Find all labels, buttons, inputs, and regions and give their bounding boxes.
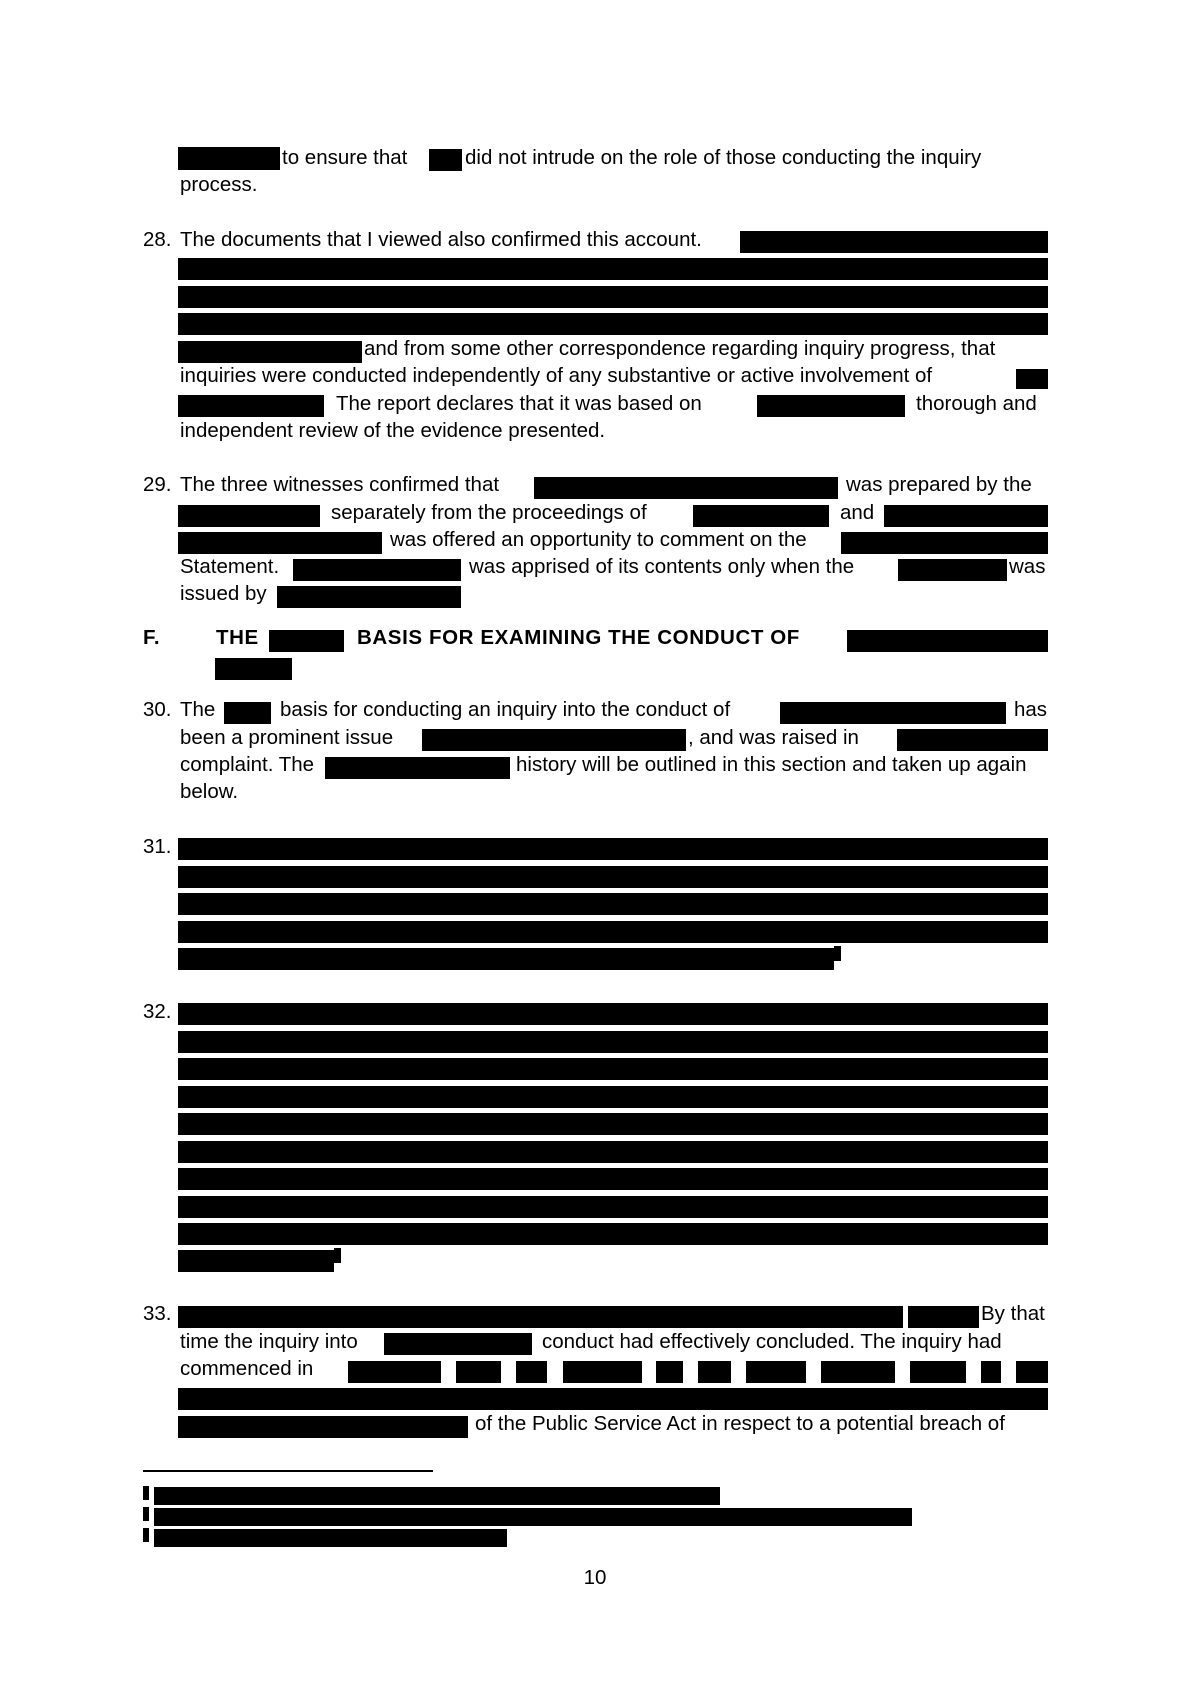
redaction: [178, 1168, 1048, 1190]
redaction: [348, 1361, 441, 1383]
redaction: [178, 838, 1048, 860]
redaction: [178, 341, 362, 363]
redaction: [757, 395, 905, 417]
p28-text: thorough and: [916, 392, 1037, 415]
redaction: [178, 1416, 468, 1438]
p30-text: The: [180, 698, 216, 721]
redaction: [834, 946, 841, 961]
redaction: [178, 921, 1048, 943]
redaction: [178, 1250, 334, 1272]
redaction: [456, 1361, 501, 1383]
paragraph-number: 31.: [143, 835, 172, 858]
p29-text: was: [1009, 555, 1046, 578]
redaction: [178, 1058, 1048, 1080]
redaction: [178, 1086, 1048, 1108]
p29-text: was offered an opportunity to comment on the: [390, 528, 807, 551]
redaction: [334, 1248, 341, 1263]
redaction: [178, 1196, 1048, 1218]
paragraph-number: 28.: [143, 228, 172, 251]
section-heading: THE: [216, 626, 259, 649]
redaction: [740, 231, 1048, 253]
redaction: [178, 1031, 1048, 1053]
redaction: [178, 286, 1048, 308]
redaction: [178, 532, 382, 554]
redaction: [154, 1487, 720, 1505]
redaction: [422, 729, 686, 751]
paragraph-number: 33.: [143, 1302, 172, 1325]
p30-text: history will be outlined in this section and taken up again: [516, 753, 1027, 776]
redaction: [884, 505, 1048, 527]
section-letter: F.: [143, 626, 161, 649]
p30-text: basis for conducting an inquiry into the conduct of: [280, 698, 731, 721]
redaction: [215, 658, 292, 680]
p29-text: separately from the proceedings of: [331, 501, 647, 524]
p28-text: The documents that I viewed also confirmed this account.: [180, 228, 702, 251]
redaction: [178, 893, 1048, 915]
redaction: [534, 477, 838, 499]
redaction: [178, 948, 834, 970]
p30-text: below.: [180, 780, 239, 803]
p29-text: Statement.: [180, 555, 280, 578]
redaction: [178, 1141, 1048, 1163]
paragraph-number: 32.: [143, 1000, 172, 1023]
redaction: [154, 1529, 507, 1547]
p30-text: has: [1014, 698, 1048, 721]
redaction: [908, 1306, 979, 1328]
paragraph-number: 29.: [143, 473, 172, 496]
redaction: [277, 586, 461, 608]
p30-text: , and was raised in: [688, 726, 859, 749]
redaction: [981, 1361, 1001, 1383]
p29-text: was apprised of its contents only when the: [469, 555, 855, 578]
p28-text: and from some other correspondence regarding inquiry progress, that: [364, 337, 996, 360]
redaction: [429, 149, 462, 171]
redaction: [178, 1113, 1048, 1135]
p30-text: complaint. The: [180, 753, 315, 776]
redaction: [897, 729, 1048, 751]
redaction: [224, 702, 271, 724]
redaction: [178, 395, 324, 417]
p27-text: process.: [180, 173, 258, 196]
p30-text: been a prominent issue: [180, 726, 394, 749]
redaction: [178, 313, 1048, 335]
redaction: [154, 1508, 912, 1526]
redaction: [293, 559, 461, 581]
redaction: [656, 1361, 683, 1383]
footnote-marker: [143, 1528, 149, 1542]
redaction: [898, 559, 1007, 581]
paragraph-number: 30.: [143, 698, 172, 721]
section-heading: BASIS FOR EXAMINING THE CONDUCT OF: [357, 626, 800, 649]
redaction: [698, 1361, 731, 1383]
redaction: [269, 630, 344, 652]
footnote-marker: [143, 1507, 149, 1521]
redaction: [910, 1361, 966, 1383]
redaction: [563, 1361, 642, 1383]
p29-text: The three witnesses confirmed that: [180, 473, 500, 496]
redaction: [1016, 369, 1048, 389]
redaction: [178, 866, 1048, 888]
p29-text: issued by: [180, 582, 267, 605]
p27-text: did not intrude on the role of those conducting the inquiry: [465, 146, 982, 169]
redaction: [178, 147, 280, 170]
redaction: [1016, 1361, 1048, 1383]
redaction: [325, 757, 510, 779]
redaction: [384, 1333, 532, 1355]
p33-text: of the Public Service Act in respect to a potential breach of: [475, 1412, 1005, 1435]
p33-text: By that: [981, 1302, 1045, 1325]
redaction: [178, 1223, 1048, 1245]
p33-text: conduct had effectively concluded. The inquiry had: [542, 1330, 1002, 1353]
redaction: [841, 532, 1048, 554]
redaction: [178, 505, 320, 527]
p28-text: independent review of the evidence presented.: [180, 419, 606, 442]
p28-text: inquiries were conducted independently of any substantive or active involvement of: [180, 364, 933, 387]
p33-text: commenced in: [180, 1357, 314, 1380]
redaction: [178, 1388, 1048, 1410]
p29-text: and: [840, 501, 875, 524]
p29-text: was prepared by the: [846, 473, 1032, 496]
redaction: [847, 630, 1048, 652]
redaction: [178, 1306, 903, 1328]
redaction: [746, 1361, 806, 1383]
redaction: [821, 1361, 895, 1383]
redaction: [178, 1003, 1048, 1025]
p27-text: to ensure that: [282, 146, 408, 169]
redaction: [516, 1361, 547, 1383]
redaction: [693, 505, 829, 527]
redaction: [780, 702, 1006, 724]
page-number: 10: [583, 1566, 607, 1589]
p28-text: The report declares that it was based on: [336, 392, 702, 415]
footnote-marker: [143, 1486, 149, 1500]
p33-text: time the inquiry into: [180, 1330, 358, 1353]
redaction: [178, 258, 1048, 280]
footnote-rule: [143, 1470, 433, 1472]
